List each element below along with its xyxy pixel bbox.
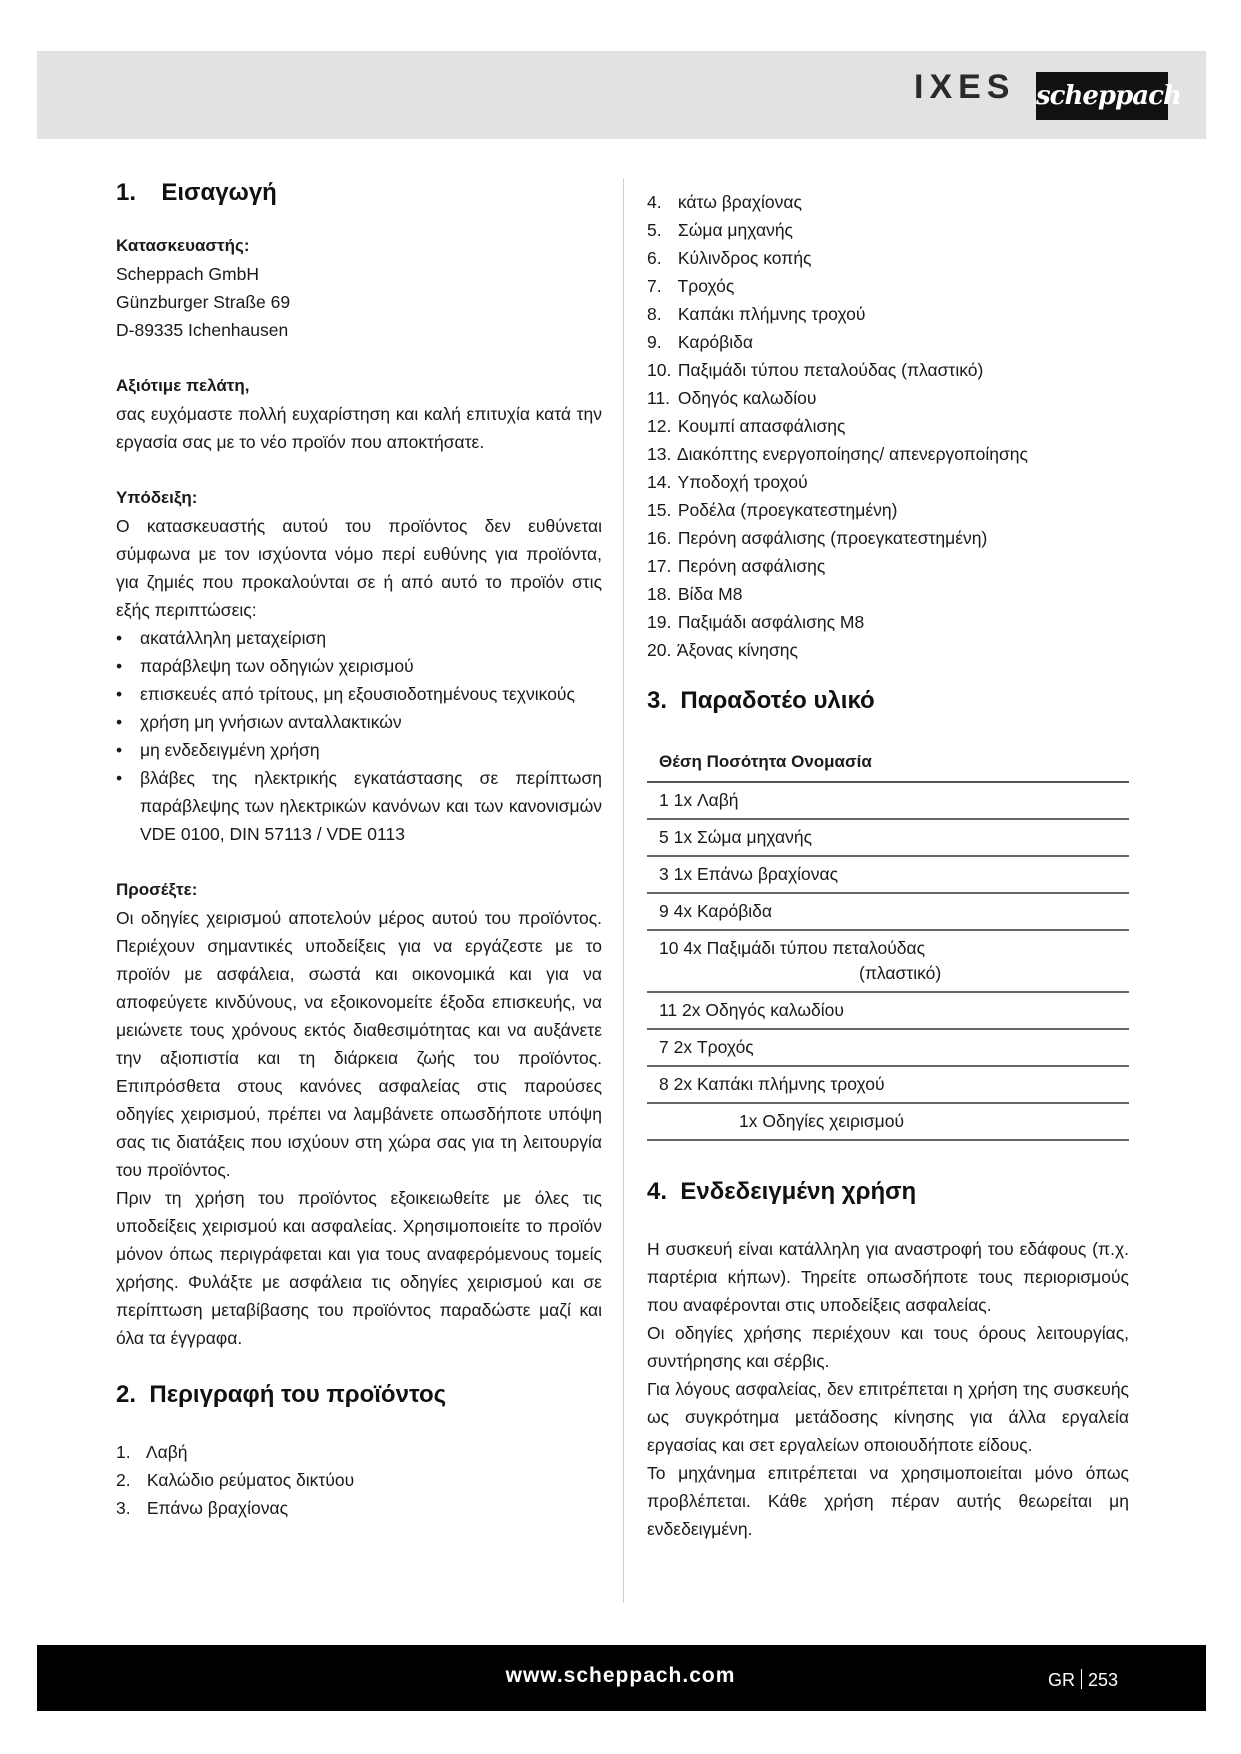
manufacturer-line: Günzburger Straße 69 xyxy=(116,292,291,312)
list-item: 15. Ροδέλα (προεγκατεστημένη) xyxy=(647,500,898,520)
intended-use-text: Η συσκευή είναι κατάλληλη για αναστροφή του εδάφους (π.χ. παρτέρια κήπων). Τηρείτε οπωσδήποτε τους περιορισμούς που αναφέρονται στις υποδείξεις ασφαλείας. xyxy=(647,1239,1129,1315)
page-indicator xyxy=(1048,1667,1118,1693)
table-row: 10 4x Παξιμάδι τύπου πεταλούδας (πλαστικό) xyxy=(647,930,1129,992)
right-column xyxy=(647,188,1129,1543)
table-row: 8 2x Καπάκι πλήμνης τροχού xyxy=(647,1066,1129,1103)
table-row: 1 1x Λαβή xyxy=(647,782,1129,819)
list-item: 4. κάτω βραχίονας xyxy=(647,192,802,212)
ixes-logo: IXES xyxy=(914,68,1016,106)
parts-list-continued xyxy=(647,188,1129,664)
list-item: 7. Τροχός xyxy=(647,276,735,296)
list-item: • ακατάλληλη μεταχείριση xyxy=(116,624,602,652)
note-bullet-list xyxy=(116,624,602,848)
section-title: Παραδοτέο υλικό xyxy=(680,687,875,714)
list-item: 12. Κουμπί απασφάλισης xyxy=(647,416,846,436)
manufacturer-line: D-89335 Ichenhausen xyxy=(116,320,289,340)
table-row: 9 4x Καρόβιδα xyxy=(647,893,1129,930)
section-number: 1. xyxy=(116,179,137,206)
section-description-heading xyxy=(116,1380,602,1410)
section-number: 2. xyxy=(116,1381,137,1408)
list-item: 2. Καλώδιο ρεύματος δικτύου xyxy=(116,1470,355,1490)
list-item: 19. Παξιμάδι ασφάλισης M8 xyxy=(647,612,865,632)
page-separator xyxy=(1081,1669,1082,1689)
attention-text: Πριν τη χρήση του προϊόντος εξοικειωθείτε με όλες τις υποδείξεις χειρισμού και ασφαλείας. Χρησιμοποιείτε το προϊόν μόνον όπως περιγράφεται και για τους αναφερόμενους τομείς χρήσης. Φυλάξτε με ασφάλεια τις οδηγίες χειρισμού και σε περίπτωση μεταβίβασης του προϊόντος παραδώστε μαζί και όλα τα έγγραφα. xyxy=(116,1188,602,1348)
page-number: 253 xyxy=(1088,1670,1119,1690)
list-item: 6. Κύλινδρος κοπής xyxy=(647,248,812,268)
intended-use-text: Το μηχάνημα επιτρέπεται να χρησιμοποιείται μόνο όπως προβλέπεται. Κάθε χρήση πέραν αυτής θεωρείται μη ενδεδειγμένη. xyxy=(647,1463,1129,1539)
table-header: Θέση Ποσότητα Ονομασία xyxy=(647,742,1129,782)
list-item: 8. Καπάκι πλήμνης τροχού xyxy=(647,304,866,324)
list-item: 10. Παξιμάδι τύπου πεταλούδας (πλαστικό) xyxy=(647,360,984,380)
section-title: Εισαγωγή xyxy=(161,179,277,206)
dear-customer-text: σας ευχόμαστε πολλή ευχαρίστηση και καλή επιτυχία κατά την εργασία σας με το νέο προϊόν που αποκτήσατε. xyxy=(116,404,602,452)
footer-website-link[interactable]: www.scheppach.com xyxy=(505,1664,736,1687)
section-title: Ενδεδειγμένη χρήση xyxy=(680,1178,917,1205)
dear-customer-label: Αξιότιμε πελάτη, xyxy=(116,376,250,395)
section-number: 3. xyxy=(647,687,668,714)
intended-use-text: Οι οδηγίες χρήσης περιέχουν και τους όρους λειτουργίας, συντήρησης και σέρβις. xyxy=(647,1323,1129,1371)
section-title: Περιγραφή του προϊόντος xyxy=(149,1381,447,1408)
parts-list xyxy=(116,1438,602,1522)
intended-use-text: Για λόγους ασφαλείας, δεν επιτρέπεται η χρήση της συσκευής ως συγκρότημα μετάδοσης κίνησης για άλλα εργαλεία εργασίας και σετ εργαλείων οποιουδήποτε είδους. xyxy=(647,1379,1129,1455)
list-item: 11. Οδηγός καλωδίου xyxy=(647,388,817,408)
list-item: 1. Λαβή xyxy=(116,1442,188,1462)
list-item: • μη ενδεδειγμένη χρήση xyxy=(116,736,602,764)
note-text: Ο κατασκευαστής αυτού του προϊόντος δεν ευθύνεται σύμφωνα με τον ισχύοντα νόμο περί ευθύνης για προϊόντα, για ζημιές που προκαλούνται σε ή από αυτό το προϊόν στις εξής περιπτώσεις: xyxy=(116,516,602,620)
scope-of-delivery-table xyxy=(647,742,1129,1141)
list-item: • επισκευές από τρίτους, μη εξουσιοδοτημένους τεχνικούς xyxy=(116,680,602,708)
section-number: 4. xyxy=(647,1178,668,1205)
section-intended-use-heading xyxy=(647,1177,1129,1207)
table-row: 7 2x Τροχός xyxy=(647,1029,1129,1066)
language-code: GR xyxy=(1048,1670,1075,1690)
list-item: 20. Άξονας κίνησης xyxy=(647,640,798,660)
table-row: 11 2x Οδηγός καλωδίου xyxy=(647,992,1129,1029)
manufacturer-line: Scheppach GmbH xyxy=(116,264,259,284)
manufacturer-label: Κατασκευαστής: xyxy=(116,236,250,255)
table-row: 3 1x Επάνω βραχίονας xyxy=(647,856,1129,893)
list-item: 3. Επάνω βραχίονας xyxy=(116,1498,289,1518)
attention-label: Προσέξτε: xyxy=(116,880,198,899)
section-scope-heading xyxy=(647,686,1129,716)
attention-text: Οι οδηγίες χειρισμού αποτελούν μέρος αυτού του προϊόντος. Περιέχουν σημαντικές υποδείξεις για να εργάζεστε με το προϊόν με ασφάλεια, σωστά και οικονομικά και για να αποφεύγετε κινδύνους, να εξοικονομείτε έξοδα επισκευής, να μειώνετε τους χρόνους εκτός διαθεσιμότητας και να αυξάνετε την αξιοπιστία και τη διάρκεια ζωής του προϊόντος. Επιπρόσθετα στους κανόνες ασφαλείας στις παρούσες οδηγίες χειρισμού, πρέπει να λαμβάνετε οπωσδήποτε υπόψη σας τις διατάξεις που ισχύουν στη χώρα σας για τη λειτουργία του προϊόντος. xyxy=(116,908,602,1180)
scheppach-logo: scheppach xyxy=(1036,72,1168,120)
table-row: 1x Οδηγίες χειρισμού xyxy=(647,1103,1129,1140)
list-item: 14. Υποδοχή τροχού xyxy=(647,472,808,492)
list-item: • παράβλεψη των οδηγιών χειρισμού xyxy=(116,652,602,680)
list-item: 17. Περόνη ασφάλισης xyxy=(647,556,826,576)
table-row: 5 1x Σώμα μηχανής xyxy=(647,819,1129,856)
list-item: • βλάβες της ηλεκτρικής εγκατάστασης σε περίπτωση παράβλεψης των ηλεκτρικών κανόνων και των κανονισμών VDE 0100, DIN 57113 / VDE 0113 xyxy=(116,764,602,848)
note-label: Υπόδειξη: xyxy=(116,488,198,507)
list-item: 16. Περόνη ασφάλισης (προεγκατεστημένη) xyxy=(647,528,988,548)
list-item: 5. Σώμα μηχανής xyxy=(647,220,793,240)
list-item: 9. Καρόβιδα xyxy=(647,332,753,352)
section-intro-heading xyxy=(116,178,602,208)
left-column xyxy=(116,178,602,1522)
list-item: • χρήση μη γνήσιων ανταλλακτικών xyxy=(116,708,602,736)
list-item: 13. Διακόπτης ενεργοποίησης/ απενεργοποίησης xyxy=(647,444,1028,464)
column-divider xyxy=(623,178,624,1603)
list-item: 18. Βίδα M8 xyxy=(647,584,743,604)
header-band xyxy=(37,51,1206,139)
